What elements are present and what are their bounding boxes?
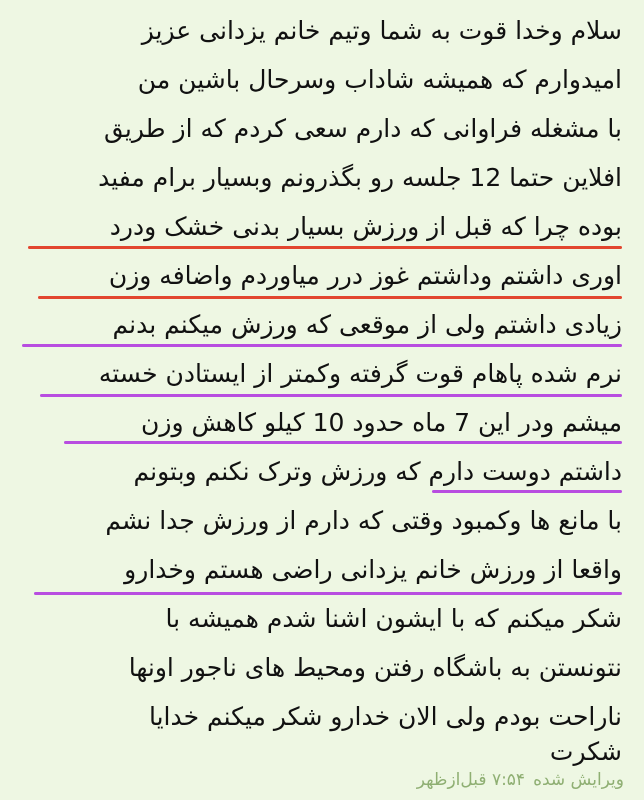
edited-label: ویرایش شده bbox=[533, 770, 624, 790]
purple-underline bbox=[64, 441, 622, 444]
message-line: واقعا از ورزش خانم یزدانی راضی هستم وخدارو bbox=[124, 555, 622, 584]
red-underline bbox=[28, 246, 622, 249]
message-line: افلاین حتما 12 جلسه رو بگذرونم وبسیار برام مفید bbox=[98, 163, 622, 192]
message-line: شکر میکنم که با ایشون اشنا شدم همیشه با bbox=[165, 604, 622, 633]
message-line: زیادی داشتم ولی از موقعی که ورزش میکنم بدنم bbox=[112, 310, 622, 339]
message-line: بوده چرا که قبل از ورزش بسیار بدنی خشک ودرد bbox=[109, 212, 622, 241]
message-line: سلام وخدا قوت به شما وتیم خانم یزدانی عزیز bbox=[141, 16, 622, 45]
message-line: ناراحت بودم ولی الان خدارو شکر میکنم خدایا bbox=[148, 702, 622, 731]
message-line: با مانع ها وکمبود وقتی که دارم از ورزش جدا نشم bbox=[105, 506, 622, 535]
red-underline bbox=[38, 296, 622, 299]
message-meta bbox=[417, 770, 624, 790]
purple-underline bbox=[432, 490, 622, 493]
message-line: اوری داشتم وداشتم غوز درر میاوردم واضافه وزن bbox=[108, 261, 622, 290]
message-line: با مشغله فراوانی که دارم سعی کردم که از طریق bbox=[104, 114, 622, 143]
message-line: میشم ودر این 7 ماه حدود 10 کیلو کاهش وزن bbox=[141, 408, 622, 437]
purple-underline bbox=[40, 394, 622, 397]
message-line: امیدوارم که همیشه شاداب وسرحال باشین من bbox=[137, 65, 622, 94]
message-line: نرم شده پاهام قوت گرفته وکمتر از ایستادن خسته bbox=[98, 359, 622, 388]
message-time: ۷:۵۴ قبل‌ازظهر bbox=[416, 770, 526, 790]
purple-underline bbox=[34, 592, 622, 595]
message-line: داشتم دوست دارم که ورزش وترک نکنم وبتونم bbox=[133, 457, 622, 486]
purple-underline bbox=[22, 344, 622, 347]
message-line: شکرت bbox=[549, 737, 622, 766]
message-line: نتونستن به باشگاه رفتن ومحیط های ناجور اونها bbox=[128, 653, 622, 682]
